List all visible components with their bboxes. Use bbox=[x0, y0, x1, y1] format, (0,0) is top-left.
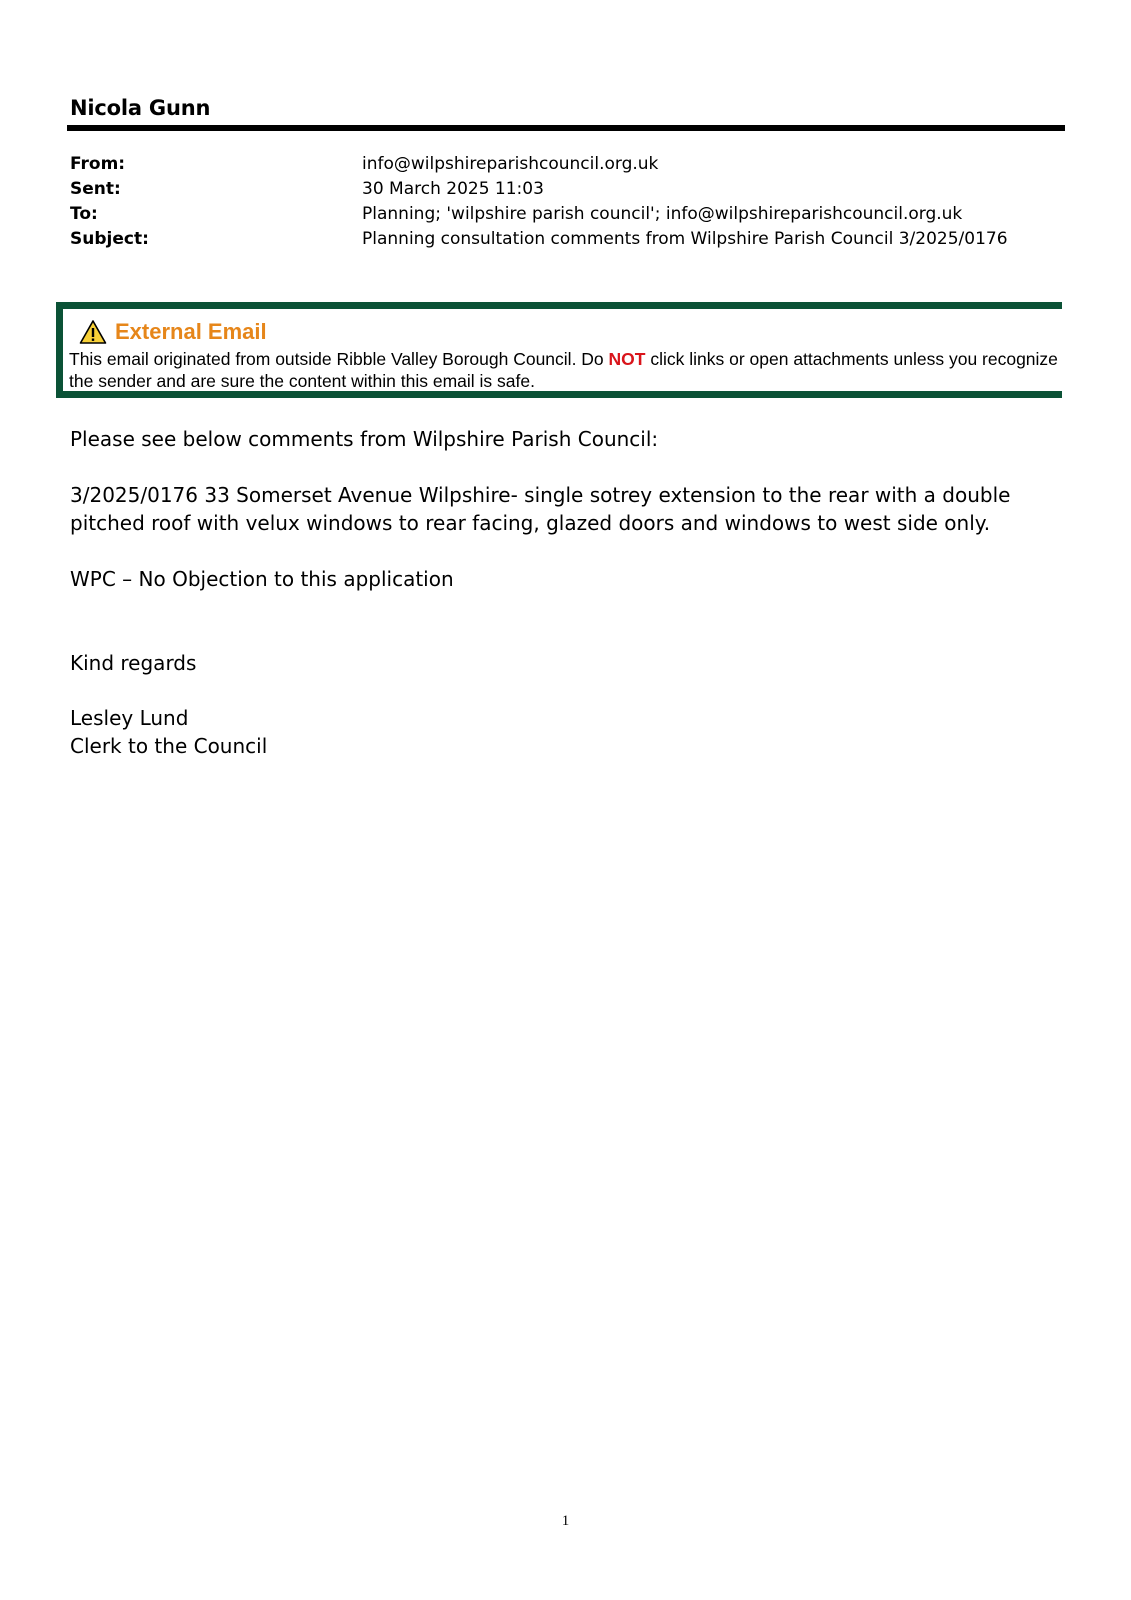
signatory-name: Lesley Lund bbox=[70, 706, 189, 730]
from-value: info@wilpshireparishcouncil.org.uk bbox=[362, 154, 659, 174]
body-closing: Kind regards bbox=[70, 651, 197, 675]
banner-emphasis: NOT bbox=[608, 349, 646, 369]
header-from-row bbox=[70, 152, 1060, 177]
header-sent-row bbox=[70, 177, 1060, 202]
subject-value: Planning consultation comments from Wilpshire Parish Council 3/2025/0176 bbox=[362, 229, 1008, 249]
body-decision: WPC – No Objection to this application bbox=[70, 567, 454, 591]
mailbox-owner-name: Nicola Gunn bbox=[70, 96, 211, 120]
to-label: To: bbox=[70, 204, 98, 224]
subject-label: Subject: bbox=[70, 229, 149, 249]
header-subject-row bbox=[70, 227, 1060, 252]
header-to-row bbox=[70, 202, 1060, 227]
banner-message bbox=[69, 348, 1059, 392]
page-number: 1 bbox=[561, 1513, 570, 1529]
sent-label: Sent: bbox=[70, 179, 121, 199]
sent-value: 30 March 2025 11:03 bbox=[362, 179, 544, 199]
warning-triangle-icon bbox=[79, 319, 107, 345]
banner-text-after: click links or open attachments unless you recognize the sender and are sure the content within this email is safe. bbox=[69, 349, 1058, 391]
from-label: From: bbox=[70, 154, 126, 174]
email-headers bbox=[70, 152, 1060, 252]
to-value: Planning; 'wilpshire parish council'; info@wilpshireparishcouncil.org.uk bbox=[362, 204, 963, 224]
external-email-banner bbox=[56, 302, 1062, 398]
banner-title-row bbox=[79, 319, 267, 345]
banner-text-before: This email originated from outside Ribble Valley Borough Council. Do bbox=[69, 349, 609, 369]
body-intro: Please see below comments from Wilpshire Parish Council: bbox=[70, 427, 659, 451]
signatory-role: Clerk to the Council bbox=[70, 734, 268, 758]
header-rule bbox=[67, 125, 1065, 131]
banner-title: External Email bbox=[115, 319, 267, 344]
body-application: 3/2025/0176 33 Somerset Avenue Wilpshire- single sotrey extension to the rear with a double pitched roof with velux windows to rear facing, glazed doors and windows to west side only. bbox=[70, 483, 1011, 535]
